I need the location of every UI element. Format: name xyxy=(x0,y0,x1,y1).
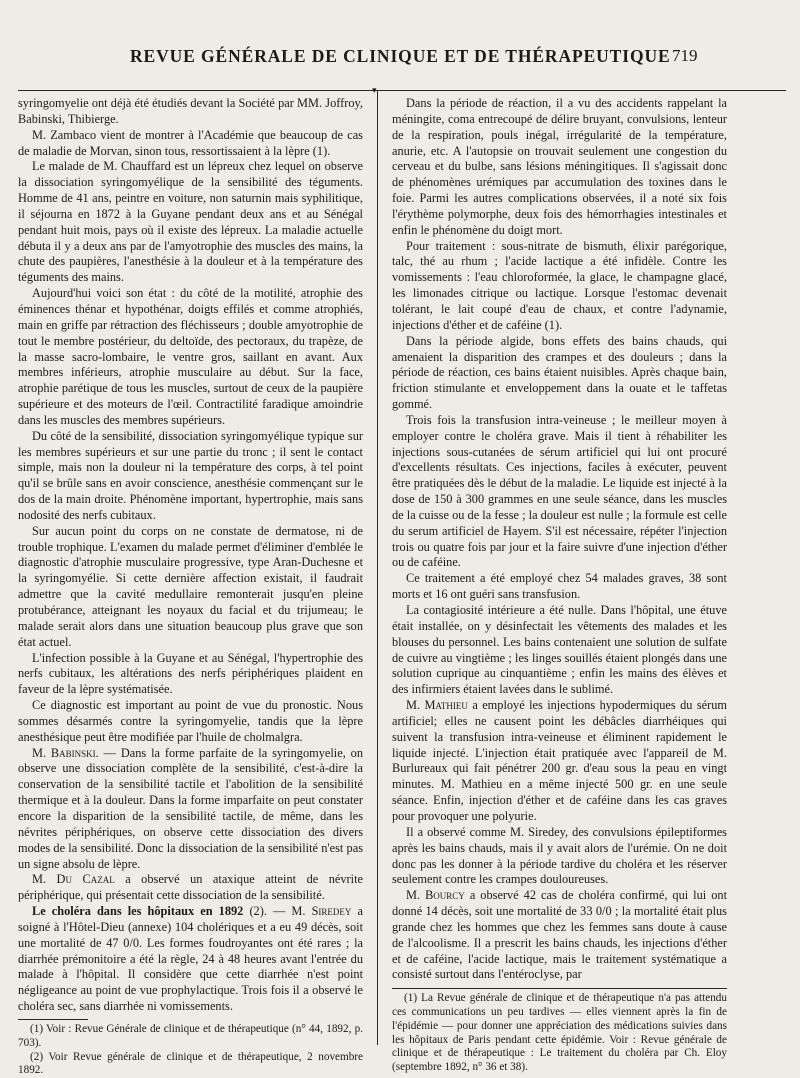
speaker-name: M. Bourcy xyxy=(406,888,465,903)
paragraph: L'infection possible à la Guyane et au Sénégal, l'hypertrophie des nerfs cubitaux, les altérations des nerfs périphériques plaident en faveur de la lèpre systématisée. xyxy=(18,650,363,697)
speaker-name: Siredey xyxy=(311,904,352,919)
heading-suffix: (2). — M. xyxy=(243,904,312,919)
footnote: (1) Voir : Revue Générale de clinique et de thérapeutique (n° 44, 1892, p. 703). xyxy=(18,1022,363,1049)
footnote: (2) Voir Revue générale de clinique et de thérapeutique, 2 novembre 1892. xyxy=(18,1050,363,1077)
right-footnotes xyxy=(392,992,727,1075)
paragraph: M. Zambaco vient de montrer à l'Académie que beaucoup de cas de maladie de Morvan, sinon tous, ressortissaient à la lèpre (1). xyxy=(18,127,363,158)
footnote-rule xyxy=(392,988,727,989)
header-ornament-icon: ▾ xyxy=(372,85,377,95)
left-footnotes xyxy=(18,1023,363,1078)
paragraph-babinski xyxy=(18,746,363,873)
footnote-rule xyxy=(18,1019,88,1020)
paragraph-du-cazal xyxy=(18,872,363,904)
paragraph: Sur aucun point du corps on ne constate de dermatose, ni de trouble trophique. L'examen du malade permet d'éliminer d'emblée le diagnostic d'atrophie musculaire progressive, type Aran-Duchesne et la syringomyélie. Si cette dernière affection existait, il faudrait admettre que la cavité medullaire remonterait jusqu'en pleine protubérance, atteignant les noyaux du facial et du trijumeau; le malade serait alors dans une situation beaucoup plus grave que son état actuel. xyxy=(18,523,363,649)
footnote: (1) La Revue générale de clinique et de thérapeutique n'a pas attendu ces communications un peu tardives — elles viennent après la fin de l'épidémie — pour donner une appréciation des médications suivies dans les hôpitaux de Paris pendant cette épidémie. Voir : Revue générale de clinique et de thérapeutique : Le traitement du choléra par Ch. Eloy (septembre 1892, n° 36 et 38). xyxy=(392,992,727,1074)
page-number: 719 xyxy=(672,46,698,65)
paragraph: Ce diagnostic est important au point de vue du pronostic. Nous sommes désarmés contre la syringomyelie, tandis que la lèpre anesthésique peut être modifiée par l'huile de cholmalgra. xyxy=(18,698,363,744)
left-column xyxy=(18,96,363,1078)
paragraph-text: — Dans la forme parfaite de la syringomyelie, on observe une dissociation complète de la sensibilité, c'est-à-dire la conservation de la sensibilité tactile et l'abolition de la sensibilité thermique et à la douleur. Dans la forme imparfaite on peut constater encore la disparition de la sensibilité tactile, de même, dans les névrites périphériques, on observe cette dissociation des divers modes de la sensibilité. Donc la dissociation de la sensibilité n'est pas un signe absolu de lèpre. xyxy=(18,745,364,871)
paragraph: Le malade de M. Chauffard est un lépreux chez lequel on observe la dissociation syringomyélique de la sensibilité des téguments. Homme de 41 ans, peintre en voiture, non saturnin mais syphilitique, il séjourna en 1872 à la Guyane pendant deux ans et au Sénégal pendant huit mois, pays où il existe des lépreux. La maladie actuelle débuta il y a deux ans par de l'amyotrophie des muscles des mains, la chute des paupières, l'anesthésie à la douleur et à la température des téguments des mains. xyxy=(18,159,363,285)
paragraph: Dans la période algide, bons effets des bains chauds, qui amenaient la disparition des crampes et des douleurs ; dans la période de réaction, ces bains étaient nuisibles. Après chaque bain, friction stimulante et enveloppement dans la ouate et le taffetas gommé. xyxy=(392,333,727,412)
paragraph: Dans la période de réaction, il a vu des accidents rappelant la méningite, coma entrecoupé de délire bruyant, convulsions, lenteur de la respiration, pouls inégal, irrégularité de la température, anurie, etc. A l'autopsie on trouvait seulement une congestion du cerveau et du bulbe, sans lésions méningitiques. Il s'agissait donc de phénomènes urémiques par accumulation des toxines dans le foie. Parmi les autres complications observées, il a noté six fois l'érythème polymorphe, deux fois des hémorrhagies intestinales et enfin le phénomène du doigt mort. xyxy=(392,96,727,237)
paragraph: syringomyelie ont déjà été étudiés devant la Société par MM. Joffroy, Babinski, Thibierge. xyxy=(18,96,363,126)
paragraph: Du côté de la sensibilité, dissociation syringomyélique typique sur les membres supérieurs et sur une partie du tronc ; il sent le contact simple, mais non la douleur ni la température des corps, à tel point qu'il se brûle sans en avoir conscience, anesthésie commençant sur le dos de la main droite. Phénomène important, hypertrophie, mais sans nodosité des nerfs cubitaux. xyxy=(18,428,363,522)
right-column xyxy=(392,96,727,1075)
speaker-name: M. Mathieu xyxy=(406,698,468,713)
paragraph-mathieu xyxy=(392,698,727,825)
journal-title: REVUE GÉNÉRALE DE CLINIQUE ET DE THÉRAPEUTIQUE xyxy=(130,46,671,66)
paragraph-text: a observé 42 cas de choléra confirmé, qui lui ont donné 14 décès, soit une mortalité de 33 0/0 ; la mortalité était plus grande chez les hommes que chez les femmes sans doute à cause de l'alcoolisme. Il a prescrit les bains chauds, les injections d'éther et de caféine, l'acide lactique, mais le traitement systématique a consisté surtout dans l'entéroclyse, par xyxy=(392,888,727,982)
paragraph: Pour traitement : sous-nitrate de bismuth, élixir parégorique, talc, thé au rhum ; l'acide lactique a été infidèle. Contre les vomissements : l'eau chloroformée, la glace, le champagne glacé, les limonades citrique ou lactique. Lorsque l'estomac devenait tolérant, le lait coupé d'eau de chaux, et contre l'adynamie, injections d'éther et de caféine (1). xyxy=(392,238,727,332)
paragraph: Il a observé comme M. Siredey, des convulsions épileptiformes après les bains chauds, mais il y avait alors de l'urémie. On ne doit donc pas les donner à la période tardive du choléra et les réserver seulement contre les crampes douloureuses. xyxy=(392,824,727,887)
speaker-name: M. Du Cazal xyxy=(32,872,115,887)
paragraph: Aujourd'hui voici son état : du côté de la motilité, atrophie des éminences thénar et hypothénar, doigts effilés et comme atrophiés, main en griffe par rétraction des fléchisseurs ; double amyotrophie de tout le membre postérieur, du deltoïde, des pectoraux, du trapèze, de la masse sacro-lombaire, le ventre gros, saillant en avant. Aux membres inférieurs, atrophie musculaire au début. Sur la face, atrophie parétique de tous les muscles, surtout de ceux de la paupière supérieure et des moteurs de l'œil. Contractilité faradique amoindrie dans les muscles des membres supérieurs. xyxy=(18,286,363,427)
section-heading: Le choléra dans les hôpitaux en 1892 xyxy=(32,904,244,919)
paragraph: Ce traitement a été employé chez 54 malades graves, 38 sont morts et 16 ont guéri sans transfusion. xyxy=(392,571,727,602)
paragraph: La contagiosité intérieure a été nulle. Dans l'hôpital, une étuve était installée, on y désinfectait les vêtements des malades et les blouses du personnel. Les bains contenaient une solution de sulfate de cuivre au vingtième ; les linges souillés étaient plongés dans une solution cuprique au cinquantième ; enfin les mains des élèves et des infirmiers étaient lavées dans le sublimé. xyxy=(392,603,727,697)
paragraph: Trois fois la transfusion intra-veineuse ; le meilleur moyen à employer contre le choléra grave. Mais il tient à réhabiliter les injections sous-cutanées de sérum artificiel qui lui ont procuré d'excellents résultats. Ces injections, faciles à exécuter, peuvent être pratiquées dès le début de la maladie. Le liquide est injecté à la dose de 150 à 300 grammes en une seule séance, dans les muscles de la cuisse ou de la fesse ; la douleur est nulle ; la formule est celle du serum artificiel de Hayem. S'il est nécessaire, répéter l'injection trois ou quatre fois par jour et la faire suivre d'une injection d'éther ou de caféine. xyxy=(392,412,727,570)
paragraph-text: a observé un ataxique atteint de névrite périphérique, qui présentait cette dissociation de la sensibilité. xyxy=(18,872,363,903)
column-divider xyxy=(377,90,378,1045)
paragraph-cholera xyxy=(18,904,363,1015)
paragraph-text: a soigné à l'Hôtel-Dieu (annexe) 104 cholériques et a eu 49 décès, soit une mortalité de 47 0/0. Les formes foudroyantes ont été rares ; la diarrhée prémonitoire a été la règle, 24 à 48 heures avant l'entrée du malade à l'hôpital. Il considère que cette diarrhée n'est point négligeance au point de vue prophylactique. Trois fois il a observé le choléra sec, sans diarrhée ni vomissements. xyxy=(18,904,363,1014)
header-rule xyxy=(18,90,786,91)
paragraph-bourcy xyxy=(392,888,727,983)
paragraph-text: a employé les injections hypodermiques du sérum artificiel; elles ne causent point les débâcles diarrhéiques qui suivent la transfusion intra-veineuse et éliminent rapidement le liquide injecté. L'injection était pratiquée avec l'appareil de M. Burlureaux qui fait pénétrer 200 gr. d'eau sous la peau en vingt minutes. M. Mathieu en a même injecté 500 gr. en une seule séance. Enfin, injection d'éther et de caféine dans les cas graves pour provoquer une polyurie. xyxy=(392,698,727,823)
running-head xyxy=(0,40,800,95)
speaker-name: M. Babinski. xyxy=(32,745,99,760)
